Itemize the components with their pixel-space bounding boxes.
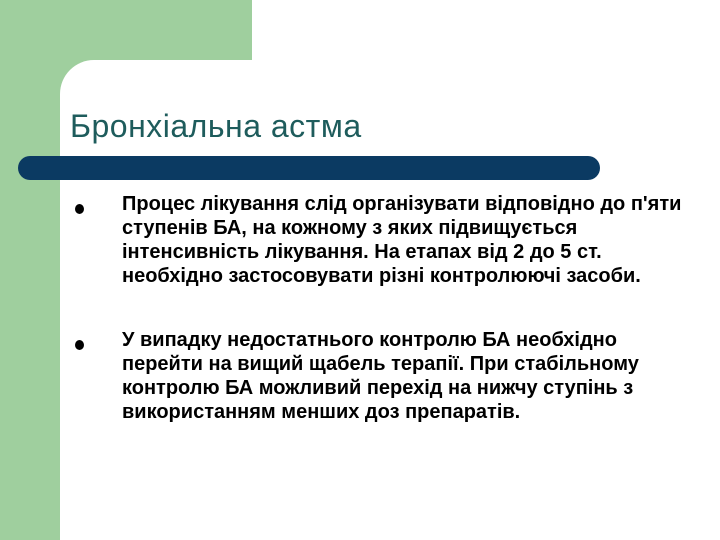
bullet-item: Процес лікування слід організувати відповідно до п'яти ступенів БА, на кожному з яких підвищується інтенсивність лікування. На етапах від 2 до 5 ст. необхідно застосовувати різні контролюючі засоби. — [122, 193, 682, 287]
decorative-green-strip — [0, 0, 60, 540]
slide-title: Бронхіальна астма — [70, 108, 362, 144]
title-underline-bar — [18, 156, 600, 180]
bullet-dot-icon — [75, 340, 84, 350]
bullet-dot-icon — [75, 204, 84, 214]
bullet-item: У випадку недостатнього контролю БА необхідно перейти на вищий щабель терапії. При стабільному контролю БА можливий перехід на нижчу ступінь з використанням менших доз препаратів. — [122, 329, 639, 423]
